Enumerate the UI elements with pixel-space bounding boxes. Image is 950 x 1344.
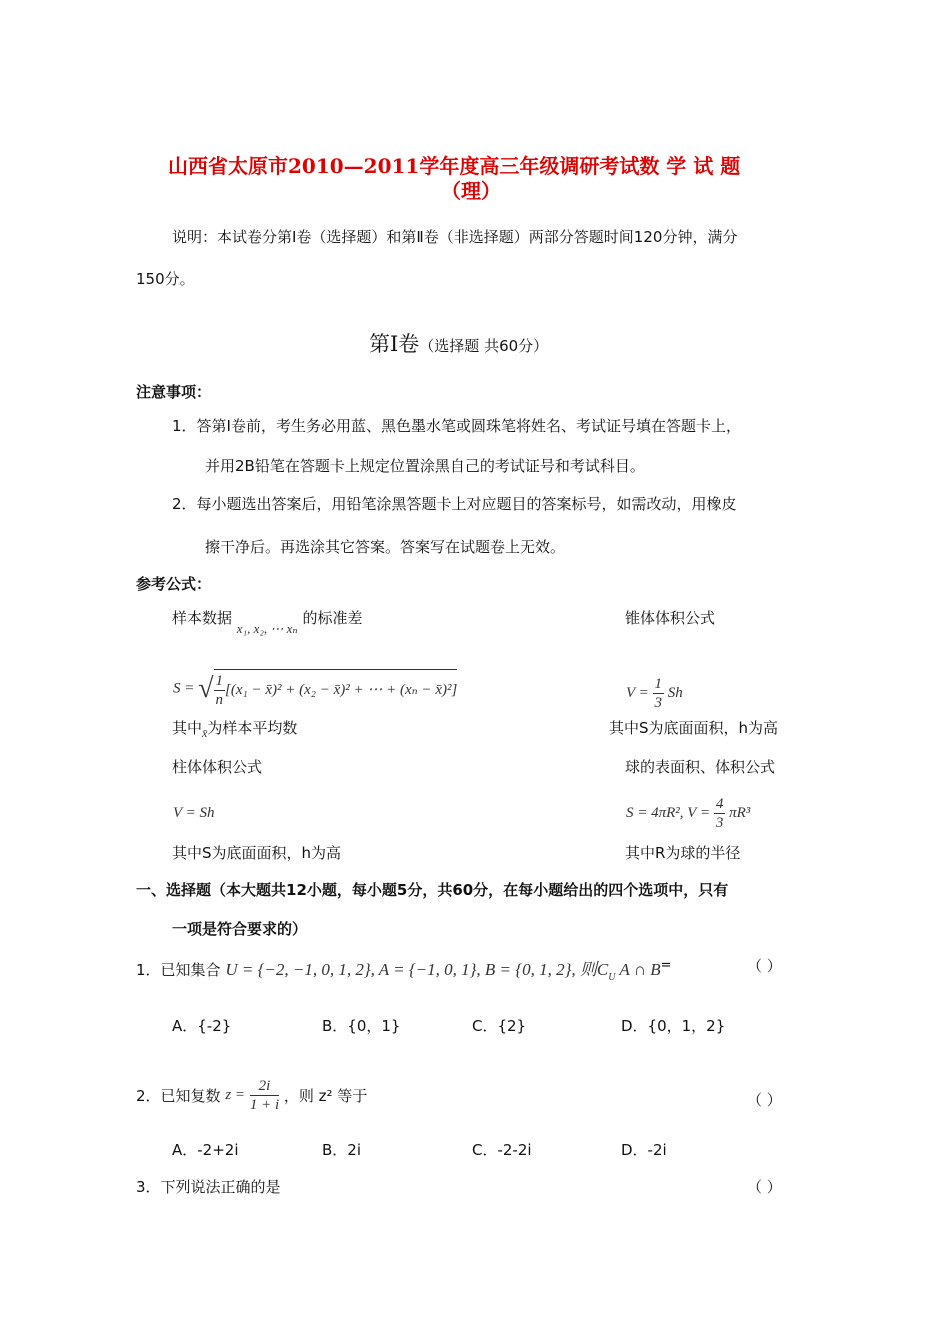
q1-stem-math2: A ∩ B — [615, 960, 661, 979]
exam-title-line1: 山西省太原市2010—2011学年度高三年级调研考试数 学 试 题 — [168, 154, 741, 178]
note-item2-line2: 擦干净后。再选涂其它答案。答案写在试题卷上无效。 — [205, 538, 566, 556]
q1-stem-math: U = {−2, −1, 0, 1, 2}, A = {−1, 0, 1}, B = {0, 1, 2}, 则C — [225, 960, 609, 979]
q1-stem-eq: = — [660, 958, 672, 973]
part1-heading-line2: 一项是符合要求的） — [172, 920, 308, 938]
stddev-fraction — [214, 672, 226, 709]
q1-stem-sub: U — [608, 972, 616, 983]
sqrt-icon: √ — [198, 673, 214, 704]
sphere-formula — [626, 795, 750, 832]
prism-volume-title: 柱体体积公式 — [172, 758, 263, 776]
mean-note-var: x̄ — [202, 726, 208, 740]
cone-frac-den: 3 — [654, 695, 663, 711]
mean-note — [172, 717, 297, 738]
exam-title-line2: （理） — [441, 179, 501, 203]
sample-label-pre: 样本数据 — [172, 609, 233, 627]
question-1-stem — [136, 955, 672, 983]
cone-formula — [626, 675, 683, 712]
q1-option-a[interactable]: A．{-2} — [172, 1017, 232, 1035]
stddev-formula — [173, 669, 457, 709]
q2-stem-pre: 2．已知复数 — [136, 1087, 221, 1105]
q2-stem-lhs: z = — [225, 1087, 246, 1103]
mean-note-pre: 其中 — [172, 719, 203, 737]
q1-option-b[interactable]: B．{0，1} — [322, 1017, 401, 1035]
q1-option-d[interactable]: D．{0，1，2} — [621, 1017, 726, 1035]
stddev-body: [(x₁ − x̄)² + (x₂ − x̄)² + ⋯ + (xₙ − x̄)²] — [225, 681, 458, 698]
q2-answer-bracket: （ ） — [747, 1091, 782, 1109]
q2-fraction — [250, 1077, 279, 1114]
cone-volume-title: 锥体体积公式 — [625, 609, 716, 627]
q2-stem-post: ，则 z² 等于 — [283, 1087, 368, 1105]
sphere-formula-b: πR³ — [729, 804, 751, 821]
stddev-lhs: S = — [173, 680, 195, 697]
q2-option-a[interactable]: A．-2+2i — [172, 1141, 239, 1159]
cone-rhs: Sh — [667, 684, 683, 701]
q1-stem-pre: 1．已知集合 — [136, 961, 221, 979]
section-heading — [369, 328, 548, 358]
sample-vars: x₁, x₂, ⋯ xₙ — [236, 621, 298, 636]
sphere-fraction — [714, 795, 726, 832]
prism-note: 其中S为底面面积，h为高 — [172, 844, 342, 862]
prism-formula: V = Sh — [173, 805, 215, 821]
note-item2-line1: 2．每小题选出答案后，用铅笔涂黑答题卡上对应题目的答案标号，如需改动，用橡皮 — [172, 495, 737, 513]
cone-fraction — [653, 675, 665, 712]
stddev-frac-num: 1 — [215, 673, 223, 689]
sphere-note: 其中R为球的半径 — [625, 844, 741, 862]
sphere-title: 球的表面积、体积公式 — [625, 758, 776, 776]
note-item1-line2: 并用2B铅笔在答题卡上规定位置涂黑自己的考试证号和考试科目。 — [205, 457, 645, 475]
intro-line2: 150分。 — [136, 270, 195, 288]
q1-answer-bracket: （ ） — [747, 957, 782, 975]
cone-lhs: V = — [626, 684, 649, 701]
question-3-stem: 3．下列说法正确的是 — [136, 1178, 281, 1196]
part1-heading-line1: 一、选择题（本大题共12小题，每小题5分，共60分，在每小题给出的四个选项中，只有 — [136, 881, 729, 899]
q2-frac-den: 1 + i — [249, 1097, 280, 1113]
stddev-frac-den: n — [215, 692, 223, 708]
sphere-frac-den: 3 — [715, 815, 724, 831]
cone-frac-num: 1 — [654, 676, 663, 692]
intro-line1: 说明：本试卷分第Ⅰ卷（选择题）和第Ⅱ卷（非选择题）两部分答题时间120分钟，满分 — [172, 228, 738, 246]
sphere-formula-a: S = 4πR², V = — [626, 804, 711, 821]
notes-heading: 注意事项： — [136, 383, 212, 401]
q2-option-d[interactable]: D．-2i — [621, 1141, 667, 1159]
q2-option-c[interactable]: C．-2-2i — [472, 1141, 532, 1159]
note-item1-line1: 1．答第Ⅰ卷前，考生务必用蓝、黑色墨水笔或圆珠笔将姓名、考试证号填在答题卡上， — [172, 417, 741, 435]
cone-note: 其中S为底面面积，h为高 — [609, 719, 779, 737]
sqrt-body — [214, 669, 458, 709]
question-2-stem — [136, 1077, 367, 1114]
sample-label-post: 的标准差 — [302, 609, 363, 627]
section-heading-sub: （选择题 共60分） — [419, 337, 549, 355]
q2-option-b[interactable]: B．2i — [322, 1141, 362, 1159]
q3-answer-bracket: （ ） — [747, 1178, 782, 1196]
formulas-heading: 参考公式： — [136, 575, 212, 593]
sphere-frac-num: 4 — [715, 796, 724, 812]
section-heading-main: 第Ⅰ卷 — [369, 332, 420, 356]
mean-note-post: 为样本平均数 — [207, 719, 298, 737]
sample-stddev-label — [172, 607, 363, 636]
q1-option-c[interactable]: C．{2} — [472, 1017, 527, 1035]
q2-frac-num: 2i — [250, 1077, 279, 1096]
